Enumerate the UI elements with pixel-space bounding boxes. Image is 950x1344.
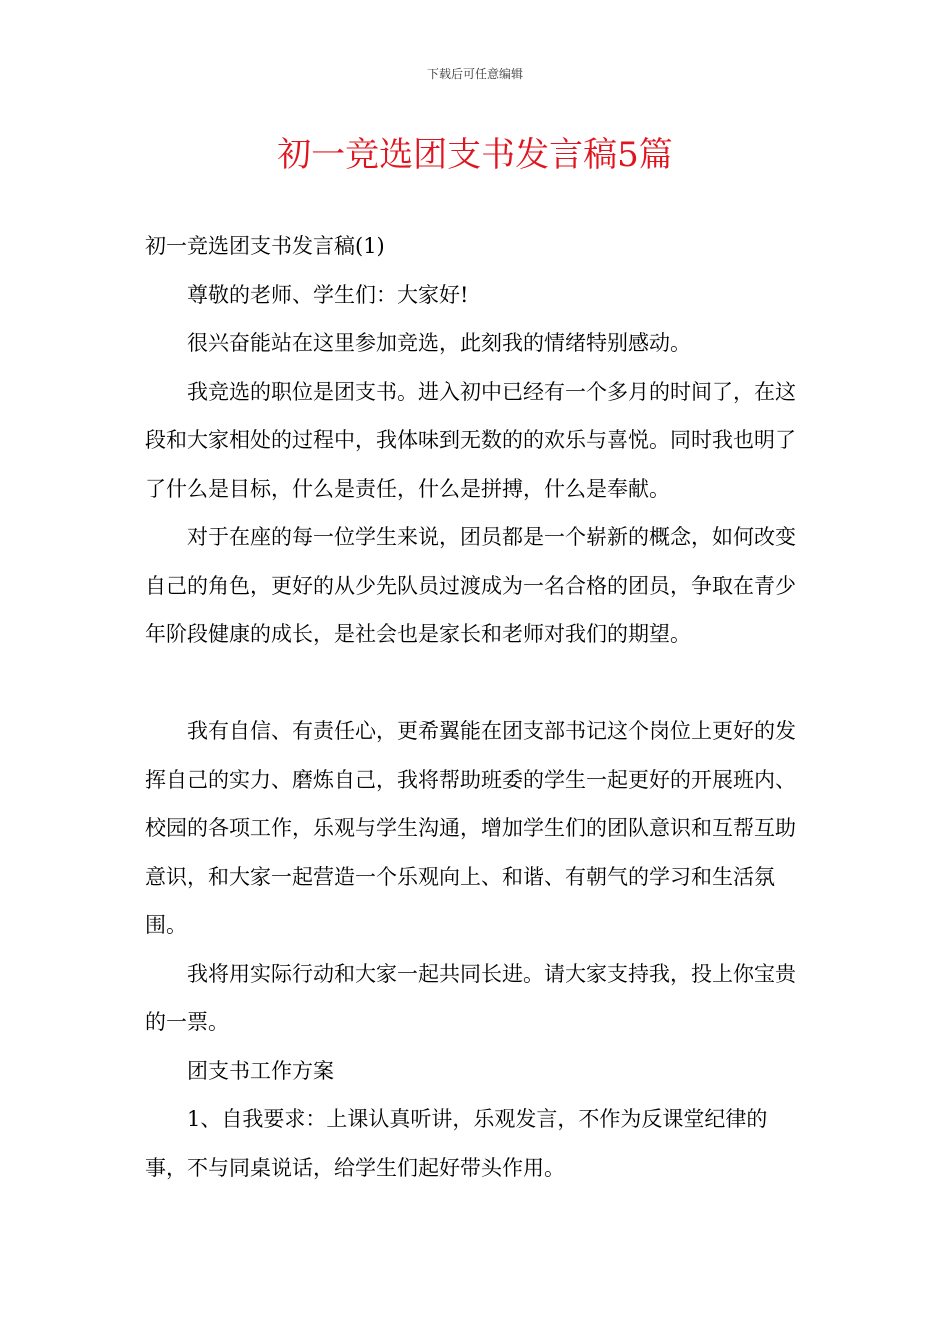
section-heading: 初一竞选团支书发言稿(1): [145, 234, 385, 258]
paragraph-spacer: [145, 659, 807, 708]
paragraph-intro: 很兴奋能站在这里参加竞选，此刻我的情绪特别感动。: [187, 331, 691, 355]
document-body: [145, 222, 807, 1192]
paragraph-plan-item-1: 1、自我要求：上课认真听讲，乐观发言，不作为反课堂纪律的事，不与同桌说话，给学生们起好带头作用。: [145, 1107, 768, 1180]
paragraph-plan-heading: 团支书工作方案: [187, 1058, 334, 1083]
document-title: 初一竞选团支书发言稿5篇: [277, 135, 673, 175]
paragraph-greeting: 尊敬的老师、学生们：大家好!: [187, 282, 469, 307]
header-note: 下载后可任意编辑: [426, 67, 523, 81]
paragraph-vote: 我将用实际行动和大家一起共同长进。请大家支持我，投上你宝贵的一票。: [145, 961, 796, 1034]
paragraph-concept: 对于在座的每一位学生来说，团员都是一个崭新的概念，如何改变自己的角色，更好的从少先队员过渡成为一名合格的团员，争取在青少年阶段健康的成长，是社会也是家长和老师对我们的期望。: [145, 525, 796, 646]
paragraph-confidence: 我有自信、有责任心，更希翼能在团支部书记这个岗位上更好的发挥自己的实力、磨炼自己，我将帮助班委的学生一起更好的开展班内、校园的各项工作，乐观与学生沟通，增加学生们的团队意识和互帮互助意识，和大家一起营造一个乐观向上、和谐、有朝气的学习和生活氛围。: [145, 719, 796, 937]
paragraph-position: 我竞选的职位是团支书。进入初中已经有一个多月的时间了，在这段和大家相处的过程中，我体味到无数的的欢乐与喜悦。同时我也明了了什么是目标，什么是责任，什么是拼搏，什么是奉献。: [145, 379, 796, 501]
